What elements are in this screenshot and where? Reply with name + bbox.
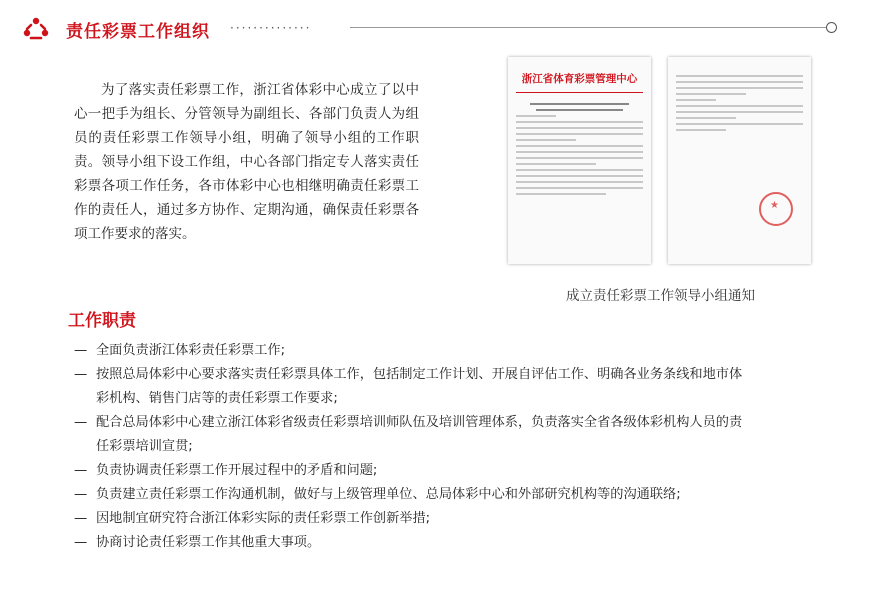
document-heading-lines xyxy=(518,103,641,111)
text-line xyxy=(516,169,643,171)
dash-bullet: — xyxy=(74,487,88,502)
list-item xyxy=(74,483,754,507)
dash-bullet: — xyxy=(74,415,88,430)
list-item-text: 负责协调责任彩票工作开展过程中的矛盾和问题; xyxy=(96,463,378,478)
text-line xyxy=(516,115,556,117)
intro-paragraph: 为了落实责任彩票工作，浙江省体彩中心成立了以中心一把手为组长、分管领导为副组长、各部门负责人为组员的责任彩票工作领导小组，明确了领导小组的工作职责。领导小组下设工作组，中心各部门指定专人落实责任彩票各项工作任务，各市体彩中心也相继明确责任彩票工作的责任人，通过多方协作、定期沟通，确保责任彩票各项工作要求的落实。 xyxy=(74,82,419,242)
dash-bullet: — xyxy=(74,511,88,526)
document-page-1 xyxy=(508,57,651,264)
list-item-text: 全面负责浙江体彩责任彩票工作; xyxy=(96,343,286,358)
dash-bullet: — xyxy=(74,343,88,358)
duties-list xyxy=(74,339,754,555)
dash-bullet: — xyxy=(74,367,88,382)
list-item xyxy=(74,363,754,411)
text-line xyxy=(516,181,643,183)
text-line xyxy=(676,105,803,107)
text-line xyxy=(676,81,803,83)
list-item xyxy=(74,459,754,483)
dash-bullet: — xyxy=(74,535,88,550)
text-line xyxy=(676,117,736,119)
notice-document-image xyxy=(508,57,813,267)
text-line xyxy=(516,133,643,135)
text-line xyxy=(676,99,716,101)
list-item-text: 配合总局体彩中心建立浙江体彩省级责任彩票培训师队伍及培训管理体系，负责落实全省各级体彩机构人员的责任彩票培训宣贯; xyxy=(96,415,743,454)
text-line xyxy=(676,75,803,77)
document-caption: 成立责任彩票工作领导小组通知 xyxy=(566,288,755,304)
list-item xyxy=(74,531,754,555)
people-group-icon xyxy=(22,16,50,42)
list-item-text: 按照总局体彩中心要求落实责任彩票具体工作，包括制定工作计划、开展自评估工作、明确各业务条线和地市体彩机构、销售门店等的责任彩票工作要求; xyxy=(96,367,743,406)
official-seal-icon xyxy=(759,192,793,226)
list-item-text: 负责建立责任彩票工作沟通机制，做好与上级管理单位、总局体彩中心和外部研究机构等的沟通联络; xyxy=(96,487,681,502)
document-masthead: 浙江省体育彩票管理中心 xyxy=(521,73,638,85)
text-line xyxy=(676,129,726,131)
header-rule xyxy=(350,27,828,28)
masthead-rule xyxy=(516,92,643,93)
duties-title: 工作职责 xyxy=(68,311,136,331)
text-line xyxy=(516,187,643,189)
text-line xyxy=(516,193,606,195)
dash-bullet: — xyxy=(74,463,88,478)
list-item-text: 协商讨论责任彩票工作其他重大事项。 xyxy=(96,535,321,550)
text-line xyxy=(676,87,803,89)
section-title: 责任彩票工作组织 xyxy=(66,22,210,42)
text-line xyxy=(516,151,643,153)
text-line xyxy=(516,163,596,165)
text-line xyxy=(516,139,576,141)
document-page-2 xyxy=(668,57,811,264)
text-line xyxy=(516,157,643,159)
section-header xyxy=(22,14,842,42)
text-line xyxy=(676,123,803,125)
text-line xyxy=(516,121,643,123)
dotted-divider: ·············· xyxy=(230,21,312,35)
list-item xyxy=(74,339,754,363)
list-item-text: 因地制宜研究符合浙江体彩实际的责任彩票工作创新举措; xyxy=(96,511,431,526)
text-line xyxy=(516,175,643,177)
rule-end-circle xyxy=(826,22,837,33)
list-item xyxy=(74,411,754,459)
text-line xyxy=(676,111,803,113)
text-line xyxy=(516,127,643,129)
text-line xyxy=(516,145,643,147)
text-line xyxy=(676,93,746,95)
list-item xyxy=(74,507,754,531)
